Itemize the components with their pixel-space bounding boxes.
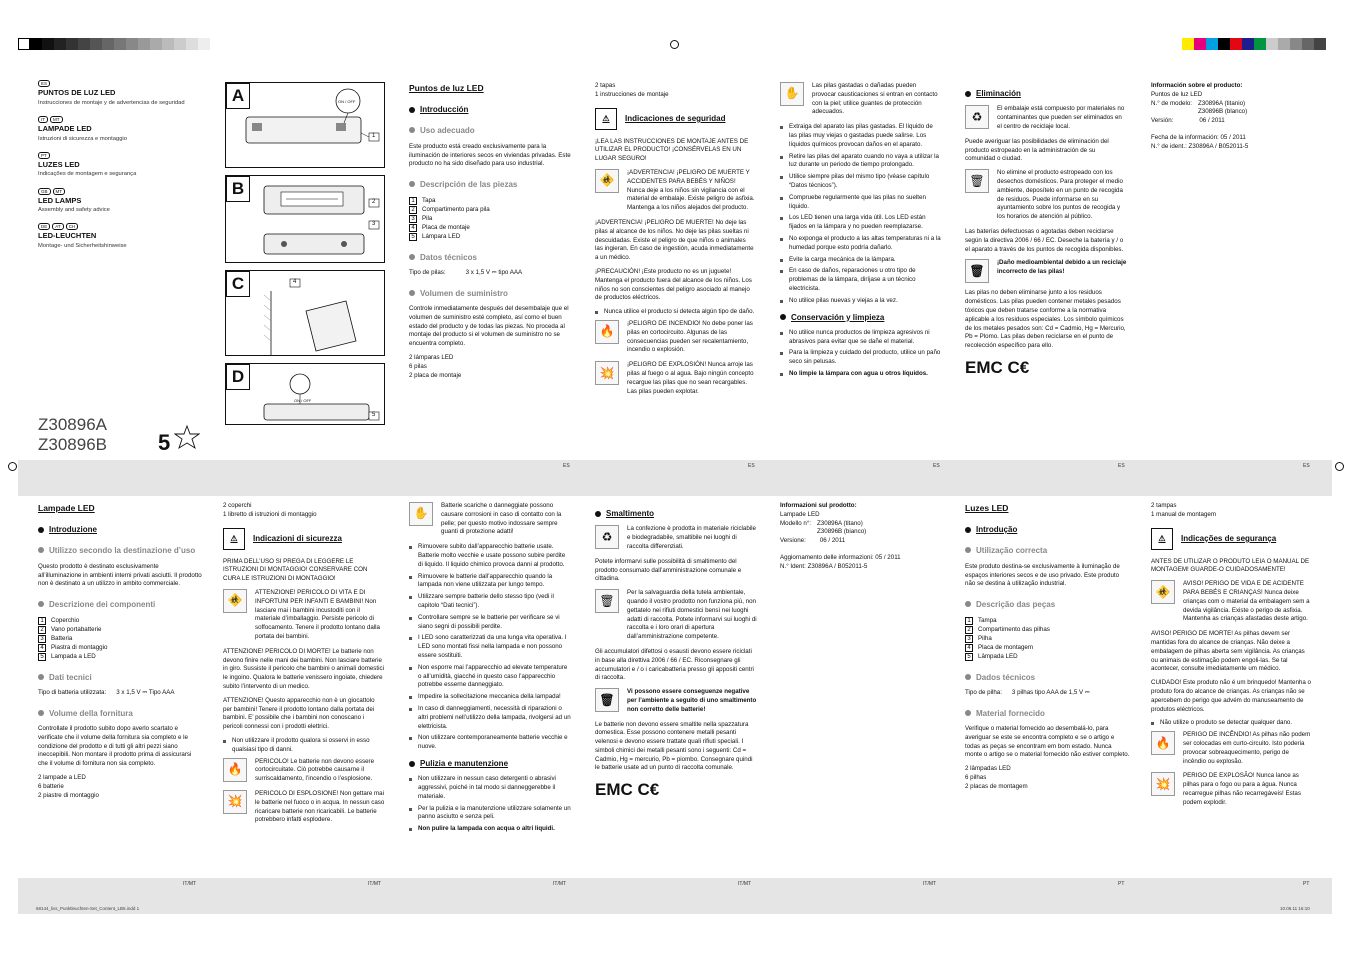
es-parts-list: 1 Tapa 2 Compartimento para pila 3 Pila 4 Placa de montaje 5 Lámpara LED: [409, 197, 574, 242]
explosion-icon: 💥: [223, 790, 247, 814]
es-product-info: Información sobre el producto: Puntos de luz LED N.° de modelo: Z30896A (titanio) Z30896B (blanco) Versión: 06 / 2011 Fecha de la información: 05 / 2011 N.° de ident.: Z30896A / B052011-5: [1151, 82, 1249, 150]
explosion-icon: 💥: [595, 361, 619, 385]
it-disposal-heading: Smaltimento: [595, 508, 757, 519]
es-column-3: ✋ Las pilas gastadas o dañadas pueden provocar causticaciones si entran en contacto con la piel; utilice guantes de protección adecuados. Extraiga del aparato las pilas gastadas. El líquido de las pilas muy viejas o gastadas puede salirse. Los líquidos químicos provocan daños en el aparato. Retire las pilas del aparato cuando no vaya a utilizar la luz durante un periodo de tiempo prolongado. Utilice siempre pilas del mismo tipo (véase capítulo “Datos técnicos”). Compruebe regularmente que las pilas no suelten líquido. Los LED tienen una larga vida útil. Los LED están fijados en la lámpara y no pueden reemplazarse. No exponga el producto a las altas temperaturas ni a la humedad porque esto podría dañarlo. Evite la carga mecánica de la lámpara. En caso de daños, reparaciones u otro tipo de problemas de la lámpara, diríjase a un técnico electricista. No utilice pilas nuevas y viejas a la vez. Conservación y limpieza No utilice nunca productos de limpieza agresivos ni abrasivos para evitar que se dañe el material. Para la limpieza y cuidado del producto, utilice un paño seco sin pelusas. No limpie la lámpara con agua u otros líquidos.: [780, 82, 942, 382]
crop-mark-icon: [8, 462, 17, 471]
folio-bar-it-pt: [18, 878, 1332, 914]
figure-panel-d: [225, 363, 385, 425]
crop-mark-icon: [670, 40, 679, 49]
pt-column-2: 2 tampas 1 manual de montagem ⚠ Indicações de segurança ANTES DE UTILIZAR O PRODUTO LEIA O MANUAL DE MONTAGEM! GUARDE-O CUIDADOSAMENTE! 🚸 AVISO! PERIGO DE VIDA E DE ACIDENTE PARA BEBÉS E CRIANÇAS! Nunca deixe crianças com o material da embalagem sem a devida vigilância. Existe o perigo de asfixia. Mantenha as crianças afastadas deste artigo. AVISO! PERIGO DE MORTE! As pilhas devem ser mantidas fora do alcance de crianças. Não deixe a embalagem de pilhas aberta sem vigilância. As crianças ou animais de estimação podem engoli-las. Se tal acontecer, consulte imediatamente um médico. CUIDADO! Este produto não é um brinquedo! Mantenha o produto fora do alcance de crianças. As crianças não se apercebem do perigo que advém do manuseamento de produtos eléctricos. Não utilize o produto se detectar qualquer dano. 🔥 PERIGO DE INCÊNDIO! As pilhas não podem ser colocadas em curto-circuito. Isto poderia provocar sobreaquecimento, perigo de incêndio ou explosão. 💥 PERIGO DE EXPLOSÃO! Nunca lance as pilhas para o fogo ou para a água. Nunca recarregue pilhas não recarregáveis! Estas podem explodir.: [1151, 502, 1313, 814]
panel-label: A: [226, 83, 250, 109]
es-intro-heading: Introducción: [409, 104, 574, 115]
it-cleaning-heading: Pulizia e manutenzione: [409, 758, 571, 769]
figure-panel-a: [225, 82, 385, 168]
page-label: ES: [1118, 463, 1125, 469]
pt-safety-heading: ⚠ Indicações de segurança: [1151, 528, 1313, 550]
panel-label: C: [226, 271, 250, 297]
crossed-bin-icon: 🗑: [595, 589, 619, 613]
figure-panel-c: [225, 270, 385, 356]
it-tech-heading: Dati tecnici: [38, 672, 203, 683]
crossed-bin-icon: 🗑: [965, 259, 989, 283]
it-column-2: 2 coperchi 1 libretto di istruzioni di montaggio ⚠ Indicazioni di sicurezza PRIMA DELL’USO SI PREGA DI LEGGERE LE ISTRUZIONI DI MONTAGGIO! CONSERVARE CON CURA LE ISTRUZIONI DI MONTAGGIO! 🚸 ATTENZIONE! PERICOLO DI VITA E DI INFORTUNI PER INFANTI E BAMBINI! Non lasciare mai i bambini incustoditi con il materiale d’imballaggio. Persiste pericolo di soffocamento. Tenere il prodotto lontano dalla portata dei bambini. ATTENZIONE! PERICOLO DI MORTE! Le batterie non devono finire nelle mani dei bambini. Non lasciare batterie in giro. Sussiste il pericolo che bambini o animali domestici le ingoino. Qualora le batterie venissero ingoiate, chiedere subito l’intervento di un medico. ATTENZIONE! Questo apparecchio non è un giocattolo per bambini! Tenere il prodotto lontano dalla portata dei bambini. E’ possibile che i bambini non conoscano i pericoli connessi con i prodotti elettrici. Non utilizzare il prodotto qualora si osservi in esso qualsiasi tipo di danni. 🔥 PERICOLO! Le batterie non devono essere cortocircuitate. Ciò potrebbe causarne il surriscaldamento, l’incendio o l’esplosione. 💥 PERICOLO DI ESPLOSIONE! Non gettare mai le batterie nel fuoco o in acqua. In nessun caso ricaricare batterie non ricaricabili. Le batterie potrebbero infatti esplodere.: [223, 502, 385, 824]
it-safety-heading: ⚠ Indicazioni di sicurezza: [223, 528, 385, 550]
file-slug: 68144_livs_Punktleuchten-Set_Content_LB5.indd 1: [36, 906, 140, 911]
child-warning-icon: 🚸: [1151, 580, 1175, 604]
it-parts-list: 1 Coperchio 2 Vano portabatterie 3 Batteria 4 Piastra di montaggio 5 Lampada a LED: [38, 617, 203, 662]
pt-intro-heading: Introdução: [965, 524, 1130, 535]
emc-ce-mark-icon: EMC C€: [965, 357, 1030, 377]
folio-bar-es: [18, 460, 1332, 496]
registration-greyscale-strip: [18, 38, 318, 50]
warning-triangle-icon: ⚠: [1151, 528, 1173, 550]
it-column-3: ✋ Batterie scariche o danneggiate possono causare corrosioni in caso di contatto con la pelle; per questo motivo indossare sempre guanti di protezione adatti! Rimuovere subito dall’apparecchio batterie usate. Batterie molto vecchie e usate possono subire perdite di liquido. Il liquido chimico provoca danni al prodotto. Rimuovere le batterie dall’apparecchio quando la lampada non viene utilizzata per lungo tempo. Utilizzare sempre batterie dello stesso tipo (vedi il capitolo “Dati tecnici”). Controllare sempre se le batterie per verificare se vi siano segni di possibili perdite. I LED sono caratterizzati da una lunga vita operativa. I LED sono montati fissi nella lampada e non possono essere sostituiti. Non esporre mai l’apparecchio ad elevate temperature o all’umidità, giacché in questo caso l’apparecchio potrebbe esserne danneggiato. Impedire la sollecitazione meccanica della lampada! In caso di danneggiamenti, necessità di riparazioni o altri problemi nell’utilizzo della lampada, rivolgersi ad un elettricista. Non utilizzare contemporaneamente batterie vecchie e nuove. Pulizia e manutenzione Non utilizzare in nessun caso detergenti o abrasivi aggressivi, poiché in tal modo si danneggerebbe il materiale. Per la pulizia e la manutenzione utilizzare solamente un panno asciutto e senza peli. Non pulire la lampada con acqua o altri liquidi.: [409, 502, 571, 837]
page-label: IT/MT: [368, 881, 382, 887]
lang-pt: PT LUZES LED Indicações de montagem e segurança: [38, 152, 137, 178]
pt-title: Luzes LED: [965, 503, 1009, 513]
child-warning-icon: 🚸: [223, 589, 247, 613]
emc-ce-mark-icon: EMC C€: [595, 780, 660, 800]
panel-label: B: [226, 176, 250, 202]
recycle-icon: ♻: [595, 525, 619, 549]
it-column-4: Smaltimento ♻ La confezione è prodotta in materiale riciclabile e biodegradabile, smaltibile nei luoghi di raccolta differenziati. Potete informarvi sulle possibilità di smaltimento del prodotto consumato dall’amministrazione comunale e cittadina. 🗑 Per la salvaguardia della tutela ambientale, quando il vostro prodotto non funziona più, non gettatelo nei rifiuti domestici bensì nei luoghi adatti di raccolta. Potete informarvi sui luoghi di raccolta e i loro orari di apertura dall’amministrazione competente. Gli accumulatori difettosi o esausti devono essere riciclati in base alla direttiva 2006 / 66 / EC. Riconsegnare gli accumulatori e / o i caricabatteria presso gli appositi centri di raccolta. 🗑 Vi possono essere conseguenze negative per l’ambiente a seguito di uno smaltimento non corretto delle batterie! Le batterie non devono essere smaltite nella spazzatura domestica. Esse possono contenere metalli pesanti velenosi e devono essere trattate quali rifiuti speciali. I simboli chimici dei metalli pesanti sono i seguenti: Cd = Cadmio, Hg = mercurio, Pb = piombo. Consegnare quindi le batterie usate ad un punto di raccolta comunale. EMC C€: [595, 502, 757, 802]
warning-triangle-icon: ⚠: [595, 108, 617, 130]
registration-color-strip: [1182, 38, 1332, 50]
it-column-1: Lampade LED Introduzione Utilizzo secondo la destinazione d’uso Questo prodotto è destinato esclusivamente all’illuminazione in ambienti interni privati asciutti. Il prodotto non è destinato a un utilizzo in ambito commerciale. Descrizione dei componenti 1 Coperchio 2 Vano portabatterie 3 Batteria 4 Piastra di montaggio 5 Lampada a LED Dati tecnici Tipo di batteria utilizzata: 3 x 1,5 V ⎓ Tipo AAA Volume della fornitura Controllate il prodotto subito dopo averlo scartato e verificate che il volume della fornitura sia completo e le condizione del prodotto e di tutti gli altri pezzi siano ineccepibili. Non montare il prodotto prima di assicurarsi che il volume di fornitura non sia completo. 2 lampade a LED 6 batterie 2 piastre di montaggio: [38, 503, 202, 799]
child-warning-icon: 🚸: [595, 169, 619, 193]
es-column-4: Eliminación ♻ El embalaje está compuesto por materiales no contaminantes que pueden ser eliminados en el centro de reciclaje local. Puede averiguar las posibilidades de eliminación del producto estropeado en la administración de su comunidad o ciudad. 🗑 No elimine el producto estropeado con los desechos domésticos. Para proteger el medio ambiente, deposítelo en un punto de recogida de residuos. Puede informarse en su ayuntamiento sobre los puntos de recogida y los horarios de atención al público. Las baterías defectuosas o agotadas deben reciclarse según la directiva 2006 / 66 / EC. Deseche la batería y / o el aparato a través de los puntos de recogida disponibles. 🗑 ¡Daño medioambiental debido a un reciclaje incorrecto de las pilas! Las pilas no deben eliminarse junto a los residuos domésticos. Las pilas pueden contener metales pesados tóxicos que deben tratarse conforme a la normativa aplicable a los residuos especiales. Los símbolo químicos de los metales pesados son: Cd = Cadmio, Hg = Mercurio, Pb = Plomo. Las pilas deben reciclarse en el punto de recolección específico para ello. EMC C€: [965, 82, 1127, 380]
es-parts-heading: Descripción de las piezas: [409, 179, 574, 190]
page-label: IT/MT: [923, 881, 937, 887]
es-disposal-heading: Eliminación: [965, 88, 1127, 99]
callout-number: 4: [293, 279, 297, 285]
pt-parts-list: 1 Tampa 2 Compartimento das pilhas 3 Pilha 4 Placa de montagem 5 Lâmpada LED: [965, 617, 1130, 662]
fire-icon: 🔥: [223, 758, 247, 782]
it-parts-heading: Descrizione dei componenti: [38, 599, 203, 610]
crossed-bin-icon: 🗑: [595, 688, 619, 712]
pt-uso-heading: Utilização correcta: [965, 545, 1130, 556]
es-supply-heading: Volumen de suministro: [409, 288, 574, 299]
page-label: ES: [563, 463, 570, 469]
pt-supply-heading: Material fornecido: [965, 708, 1130, 719]
page-label: IT/MT: [183, 881, 197, 887]
on-off-label: ON / OFF: [338, 99, 356, 104]
crop-mark-icon: [1335, 462, 1344, 471]
fire-icon: 🔥: [595, 320, 619, 344]
page-label: IT/MT: [738, 881, 752, 887]
callout-number: 2: [372, 199, 376, 205]
gloves-icon: ✋: [409, 502, 433, 526]
model-number-b: Z30896B: [38, 435, 107, 454]
es-cleaning-heading: Conservación y limpieza: [780, 312, 942, 323]
callout-number: 1: [372, 133, 376, 139]
on-off-label: ON / OFF: [294, 398, 312, 403]
es-uso-heading: Uso adecuado: [409, 125, 574, 136]
it-supply-heading: Volume della fornitura: [38, 708, 203, 719]
callout-number: 3: [372, 221, 376, 227]
es-uso-text: Este producto está creado exclusivamente para la iluminación de interiores secos en viviendas privadas. Este producto no ha sido diseñado para uso industrial.: [409, 142, 571, 168]
it-product-info: Informazioni sul prodotto: Lampade LED Modello n°: Z30896A (titano) Z30896B (bianco) Versione: 06 / 2011 Aggiornamento delle informazioni: 05 / 2011 N.° Ident: Z30896A / B052011-5: [780, 502, 901, 570]
explosion-icon: 💥: [1151, 772, 1175, 796]
lang-gb: GB MT LED LAMPS Assembly and safety advice: [38, 188, 110, 214]
page-label: PT: [1303, 881, 1310, 887]
pt-column-1: Luzes LED Introdução Utilização correcta Este produto destina-se exclusivamente à iluminação de espaços interiores secos e de uso privado. Este produto não se destina à utilização industrial. Descrição das peças 1 Tampa 2 Compartimento das pilhas 3 Pilha 4 Placa de montagem 5 Lâmpada LED Dados técnicos Tipo de pilha: 3 pilhas tipo AAA de 1,5 V ⎓ Material fornecido Verifique o material fornecido ao desembalá-lo, para averiguar se este se encontra completo e se o artigo e todas as peças se encontram em bom estado. Nunca monte o artigo se o material fornecido não estiver completo. 2 lâmpadas LED 6 pilhas 2 placas de montagem: [965, 503, 1130, 790]
page-label: ES: [933, 463, 940, 469]
cover-language-list: [38, 80, 208, 259]
model-number-a: Z30896A: [38, 415, 107, 434]
page-label: ES: [1303, 463, 1310, 469]
es-tech-heading: Datos técnicos: [409, 252, 574, 263]
pt-tech-heading: Dados técnicos: [965, 672, 1130, 683]
it-title: Lampade LED: [38, 503, 95, 513]
warranty-years: 5: [158, 430, 171, 455]
lang-de: DE AT CH LED-LEUCHTEN Montage- und Sicherheitshinweise: [38, 224, 127, 250]
recycle-icon: ♻: [965, 105, 989, 129]
lang-it: IT MT LAMPADE LED Istruzioni di sicurezza e montaggio: [38, 116, 127, 142]
es-column-1: Puntos de luz LED Introducción Uso adecuado Este producto está creado exclusivamente para la iluminación de interiores secos en viviendas privadas. Este producto no ha sido diseñado para uso industrial. Descripción de las piezas 1 Tapa 2 Compartimento para pila 3 Pila 4 Placa de montaje 5 Lámpara LED Datos técnicos Tipo de pilas: 3 x 1,5 V ⎓ tipo AAA Volumen de suministro Controle inmediatamente después del desembalaje que el volumen de suministro esté completo, así como el buen estado del producto y de todas las piezas. No proceda al montaje del producto si el volumen de suministro no se encuentra completo. 2 lámparas LED 6 pilas 2 placa de montaje: [409, 82, 574, 380]
crossed-bin-icon: 🗑: [965, 169, 989, 193]
it-uso-heading: Utilizzo secondo la destinazione d’uso: [38, 545, 203, 556]
es-title: Puntos de luz LED: [409, 83, 484, 93]
es-column-2: 2 tapas 1 instrucciones de montaje ⚠ Indicaciones de seguridad ¡LEA LAS INSTRUCCIONES DE MONTAJE ANTES DE UTILIZAR EL PRODUCTO! ¡CONSÉRVELAS EN UN LUGAR SEGURO! 🚸 ¡ADVERTENCIA! ¡PELIGRO DE MUERTE Y ACCIDENTES PARA BEBÉS Y NIÑOS! Nunca deje a los niños sin vigilancia con el material de embalaje. Existe peligro de asfixia. Mantenga a los niños alejados del producto. ¡ADVERTENCIA! ¡PELIGRO DE MUERTE! No deje las pilas al alcance de los niños. No deje las pilas sueltas ni descuidadas. Existe el peligro de que niños o animales las ingieran. En caso de ingestión, acuda inmediatamente a un médico. ¡PRECAUCIÓN! ¡Este producto no es un juguete! Mantenga el producto fuera del alcance de los niños. Los niños no son conscientes del peligro asociado al manejo de productos eléctricos. Nunca utilice el producto si detecta algún tipo de daño. 🔥 ¡PELIGRO DE INCENDIO! No debe poner las pilas en cortocircuito. Algunas de las consecuencias pueden ser recalentamiento, incendio o explosión. 💥 ¡PELIGRO DE EXPLOSIÓN! Nunca arroje las pilas al fuego o al agua. Bajo ningún concepto recargue las pilas que no sean recargables. Las pilas pueden explotar.: [595, 82, 755, 395]
page-label: IT/MT: [553, 881, 567, 887]
panel-label: D: [226, 364, 250, 390]
page-label: ES: [748, 463, 755, 469]
gloves-icon: ✋: [780, 82, 804, 106]
it-intro-heading: Introduzione: [38, 524, 203, 535]
es-safety-heading: ⚠ Indicaciones de seguridad: [595, 108, 755, 130]
page-label: PT: [1118, 881, 1125, 887]
warning-triangle-icon: ⚠: [223, 528, 245, 550]
callout-number: 5: [372, 412, 376, 418]
es-supply-text: Controle inmediatamente después del desembalaje que el volumen de suministro esté completo, así como el buen estado del producto y de todas las piezas. No proceda al montaje del producto si el volumen de suministro no se encuentra completo.: [409, 305, 569, 348]
lang-es: ES PUNTOS DE LUZ LED Instrucciones de montaje y de advertencias de seguridad: [38, 81, 185, 106]
pt-parts-heading: Descrição das peças: [965, 599, 1130, 610]
warranty-star-icon: [174, 425, 200, 451]
fire-icon: 🔥: [1151, 731, 1175, 755]
figure-panel-b: [225, 175, 385, 263]
print-stamp: 10.06.11 16:10: [1280, 906, 1310, 911]
